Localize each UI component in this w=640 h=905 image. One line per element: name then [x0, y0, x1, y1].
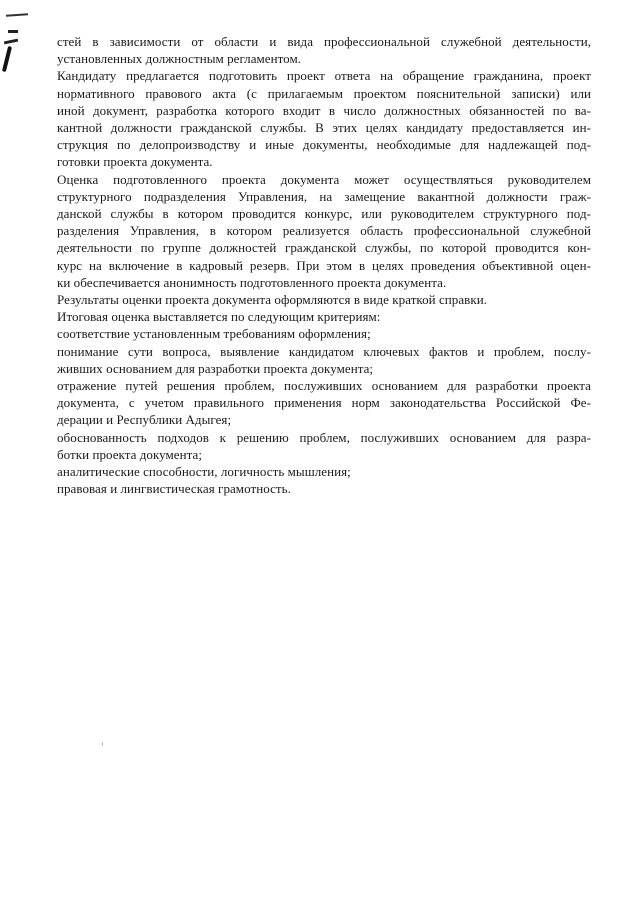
text-line: готовки проекта документа. [57, 154, 213, 170]
text-line: понимание сути вопроса, выявление кандидатом ключевых фактов и проблем, послу- [57, 343, 591, 359]
scan-artifact [6, 13, 28, 17]
text-line: ботки проекта документа; [57, 446, 202, 462]
text-line: нормативного правового акта (с прилагаемым проектом пояснительной записки) или [57, 85, 591, 101]
text-line: установленных должностным регламентом. [57, 51, 302, 67]
text-line: Оценка подготовленного проекта документа может осуществляться руководителем [57, 171, 591, 187]
scan-artifact [102, 742, 103, 746]
text-line: правовая и лингвистическая грамотность. [57, 481, 291, 497]
text-line: ки обеспечивается анонимность подготовленного проекта документа. [57, 274, 447, 290]
text-line: Итоговая оценка выставляется по следующим критериям: [57, 309, 381, 325]
text-line: структурного подразделения Управления, на замещение вакантной должности граж- [57, 188, 591, 204]
text-line: разделения Управления, в котором реализуется область профессиональной служебной [57, 223, 591, 239]
text-line: дерации и Республики Адыгея; [57, 412, 232, 428]
text-line: стей в зависимости от области и вида профессиональной служебной деятельности, [57, 34, 591, 49]
text-line: иной документ, разработка которого входит в число должностных обязанностей по ва- [57, 102, 591, 118]
scan-artifact [8, 30, 18, 33]
text-line: отражение путей решения проблем, послуживших основанием для разработки проекта [57, 378, 591, 394]
text-line: деятельности по группе должностей гражданской службы, по которой проводится кон- [57, 240, 591, 256]
text-line: живших основанием для разработки проекта документа; [57, 360, 374, 376]
text-line: Результаты оценки проекта документа оформляются в виде краткой справки. [57, 292, 488, 308]
document-body [57, 33, 591, 497]
scan-artifact [2, 46, 12, 72]
text-line: соответствие установленным требованиям оформления; [57, 326, 371, 342]
text-line: данской службы в котором проводится конкурс, или руководителем структурного под- [57, 206, 591, 222]
text-line: обоснованность подходов к решению проблем, послуживших основанием для разра- [57, 429, 591, 445]
text-line: аналитические способности, логичность мышления; [57, 464, 351, 480]
text-line: курс на включение в кадровый резерв. При этом в целях проведения объективной оцен- [57, 257, 591, 273]
scan-artifact [4, 39, 18, 45]
text-line: струкция по делопроизводству и иные документы, необходимые для надлежащей под- [57, 137, 591, 153]
text-line: Кандидату предлагается подготовить проект ответа на обращение гражданина, проект [57, 68, 591, 84]
text-line: документа, с учетом правильного применения норм законодательства Российской Фе- [57, 395, 591, 411]
text-line: кантной должности гражданской службы. В этих целях кандидату предоставляется ин- [57, 120, 591, 136]
